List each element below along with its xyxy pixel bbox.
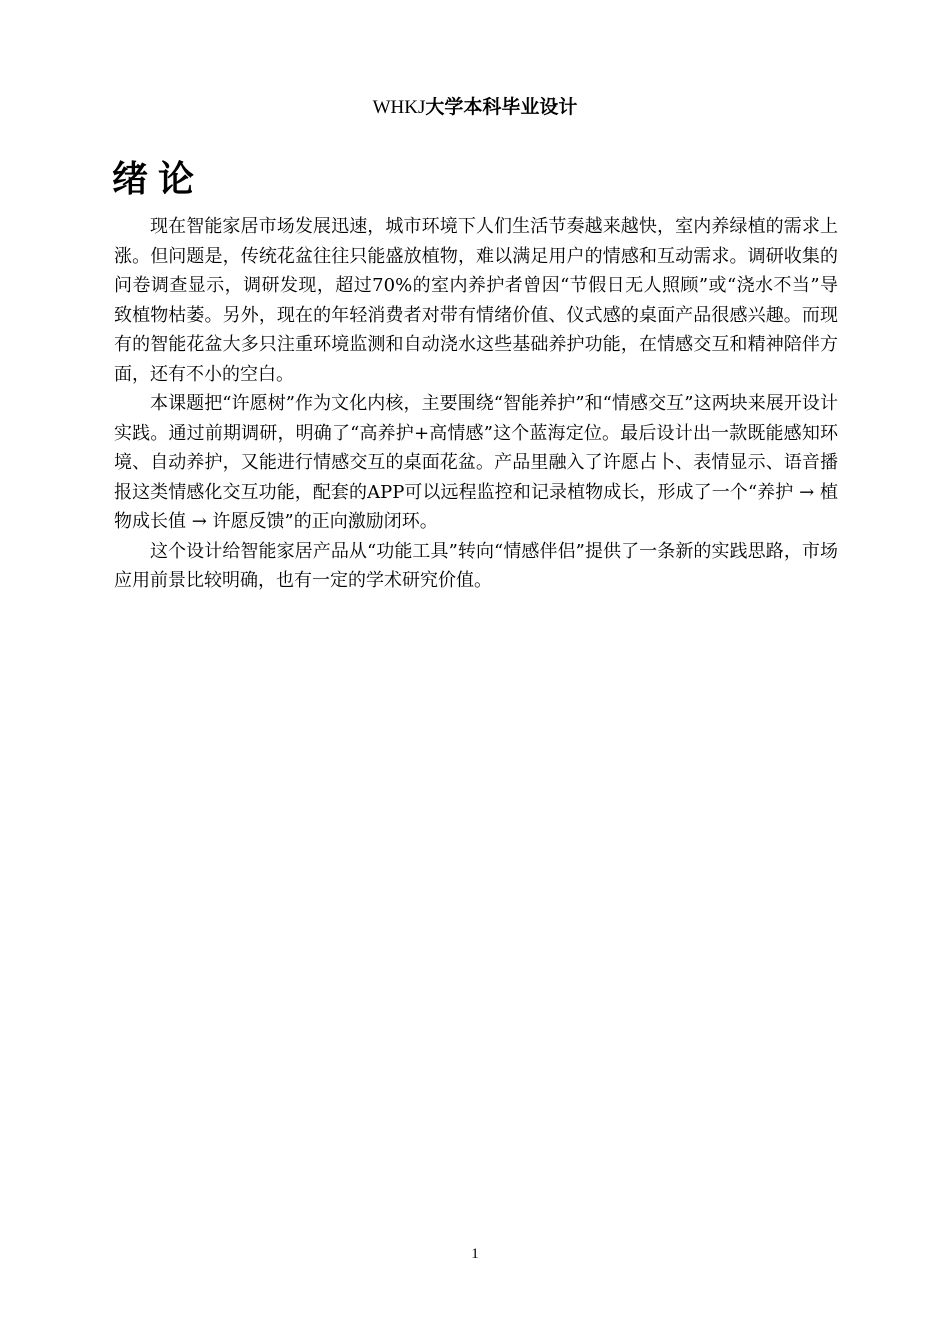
body-text bbox=[114, 212, 838, 596]
paragraph-2: 本课题把“许愿树”作为文化内核，主要围绕“智能养护”和“情感交互”这两块来展开设计实践。通过前期调研，明确了“高养护+高情感”这个蓝海定位。最后设计出一款既能感知环境、自动养护，又能进行情感交互的桌面花盆。产品里融入了许愿占卜、表情显示、语音播报这类情感化交互功能，配套的APP可以远程监控和记录植物成长，形成了一个“养护 → 植物成长值 → 许愿反馈”的正向激励闭环。 bbox=[114, 393, 838, 532]
running-header bbox=[0, 94, 950, 121]
paragraph-1: 现在智能家居市场发展迅速，城市环境下人们生活节奏越来越快，室内养绿植的需求上涨。但问题是，传统花盆往往只能盛放植物，难以满足用户的情感和互动需求。调研收集的问卷调查显示，调研发现，超过70%的室内养护者曾因“节假日无人照顾”或“浇水不当”导致植物枯萎。另外，现在的年轻消费者对带有情绪价值、仪式感的桌面产品很感兴趣。而现有的智能花盆大多只注重环境监测和自动浇水这些基础养护功能，在情感交互和精神陪伴方面，还有不小的空白。 bbox=[114, 216, 838, 385]
page-number: 1 bbox=[471, 1246, 479, 1262]
header-school-code: WHKJ bbox=[372, 97, 426, 118]
chapter-title: 绪论 bbox=[112, 159, 205, 200]
paragraph-3: 这个设计给智能家居产品从“功能工具”转向“情感伴侣”提供了一条新的实践思路，市场应用前景比较明确，也有一定的学术研究价值。 bbox=[114, 540, 838, 591]
header-document-type: 大学本科毕业设计 bbox=[425, 96, 578, 118]
